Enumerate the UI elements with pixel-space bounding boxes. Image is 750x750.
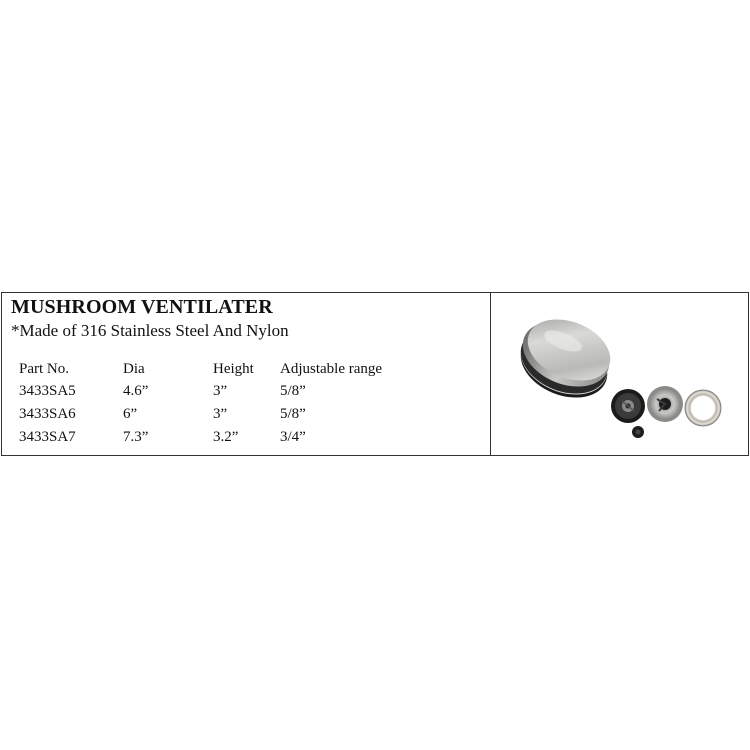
knob-icon	[632, 426, 644, 438]
cell-part-no: 3433SA7	[19, 429, 76, 445]
product-card	[1, 292, 749, 456]
header-height: Height	[213, 361, 254, 377]
table-row	[19, 380, 420, 403]
header-part-no: Part No.	[19, 361, 69, 377]
gray-insert-icon	[647, 386, 683, 422]
cell-dia: 6”	[123, 406, 138, 422]
header-dia: Dia	[123, 361, 145, 377]
product-info	[2, 293, 491, 455]
cell-height: 3”	[213, 406, 228, 422]
stainless-ring-icon	[685, 390, 721, 426]
product-photo-panel	[491, 293, 748, 455]
cell-height: 3.2”	[213, 429, 239, 445]
black-base-icon	[611, 389, 645, 423]
product-material: *Made of 316 Stainless Steel And Nylon	[11, 321, 289, 340]
header-adjustable-range: Adjustable range	[280, 361, 383, 377]
table-row	[19, 426, 420, 449]
cell-dia: 4.6”	[123, 383, 149, 399]
spec-table	[19, 359, 420, 449]
cell-part-no: 3433SA6	[19, 406, 76, 422]
cell-height: 3”	[213, 383, 228, 399]
product-title: MUSHROOM VENTILATER	[11, 296, 273, 318]
cell-dia: 7.3”	[123, 429, 149, 445]
cell-adjustable-range: 5/8”	[280, 406, 306, 422]
table-row	[19, 403, 420, 426]
cell-adjustable-range: 5/8”	[280, 383, 306, 399]
mushroom-cap-icon	[511, 308, 619, 410]
cell-part-no: 3433SA5	[19, 383, 76, 399]
spec-header-row	[19, 359, 420, 380]
cell-adjustable-range: 3/4”	[280, 429, 306, 445]
mushroom-ventilator-photo	[491, 293, 749, 455]
